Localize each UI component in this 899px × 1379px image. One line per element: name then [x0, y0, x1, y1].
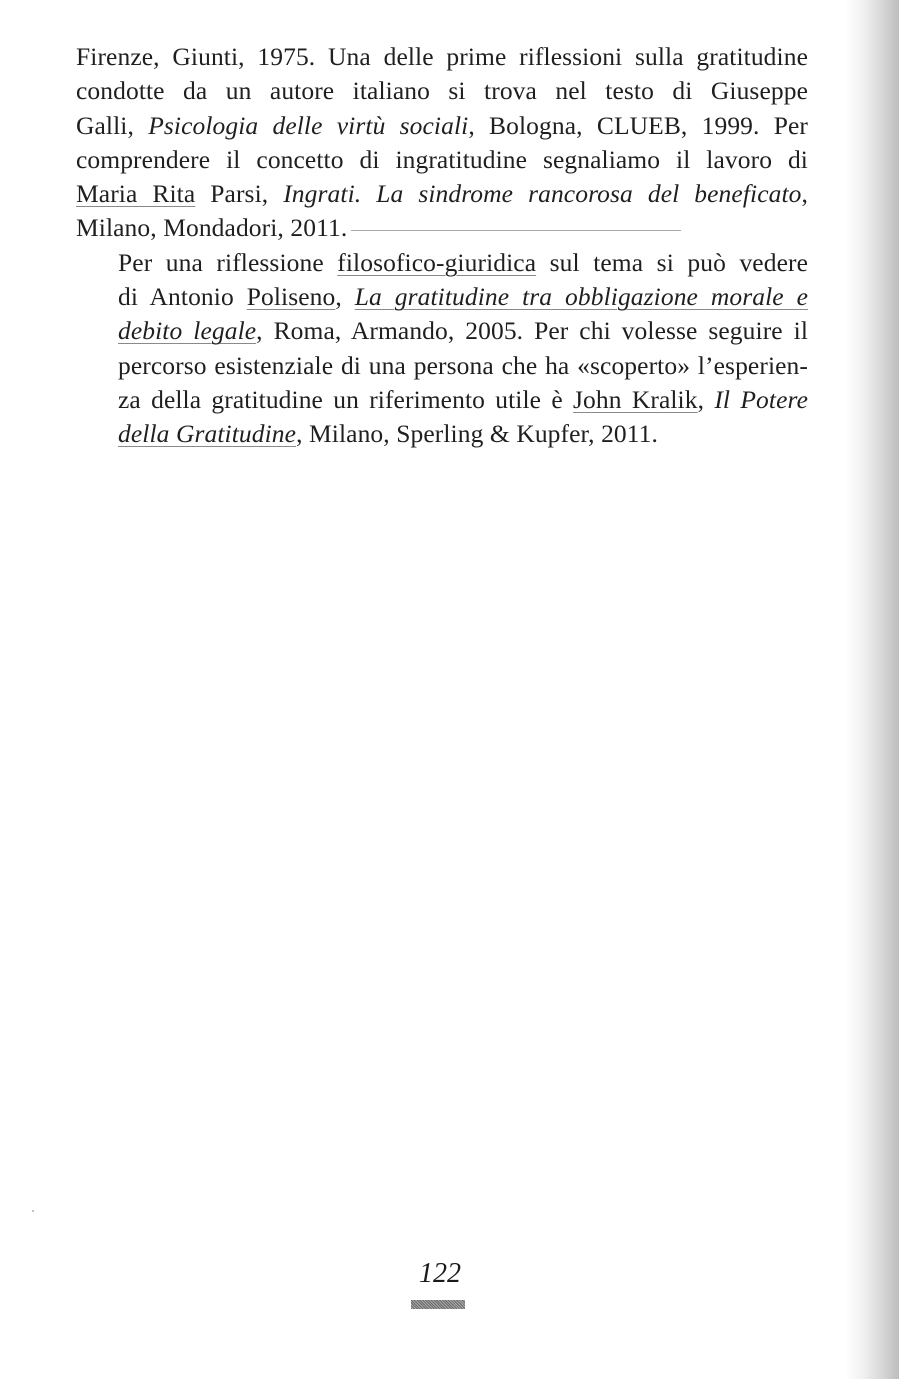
text-segment: za della gratitudine un riferimento utile è	[118, 384, 574, 414]
text-line	[76, 211, 808, 245]
author-name-kralik: John Kralik	[573, 384, 698, 414]
text-line: percorso esistenziale di una persona che ha «scoperto» l’esperien-	[118, 350, 808, 380]
text-line: Firenze, Giunti, 1975. Una delle prime riflessioni sulla gratitudine	[76, 42, 808, 71]
text-segment: ,	[801, 179, 808, 209]
text-line	[76, 177, 808, 211]
text-segment: Milano, Mondadori, 2011.	[76, 213, 348, 243]
author-name-maria-rita: Maria Rita	[76, 179, 196, 209]
book-title-galli: Psicologia delle virtù sociali	[148, 110, 469, 140]
text-segment: , Milano, Sperling & Kupfer, 2011.	[296, 419, 658, 449]
text-segment: , Bologna, CLUEB, 1999. Per	[468, 110, 809, 140]
text-segment: di Antonio	[118, 282, 247, 312]
margin-speck	[32, 1210, 34, 1212]
author-name-poliseno: Poliseno	[246, 282, 336, 312]
text-segment: ,	[697, 384, 715, 414]
text-line	[76, 314, 808, 348]
page-number: 122	[419, 1258, 461, 1289]
text-segment: Galli,	[76, 110, 149, 140]
text-segment: ,	[335, 282, 355, 312]
book-title-poliseno: La gratitudine tra obbligazione morale e	[354, 282, 809, 312]
underlined-phrase: filosofico-giuridica	[337, 247, 537, 277]
text-line	[76, 109, 808, 143]
book-title-ingrati: Ingrati. La sindrome rancorosa del beneficato	[283, 179, 802, 209]
page-number-rule	[411, 1300, 465, 1309]
text-segment: sul tema si può vedere	[536, 247, 808, 277]
text-line	[76, 280, 808, 314]
text-segment: Per una riflessione	[118, 247, 338, 277]
paragraph-bibliography-1	[76, 40, 808, 246]
text-segment: , Roma, Armando, 2005. Per chi volesse seguire il	[256, 316, 809, 346]
text-line	[76, 246, 808, 280]
book-title-kralik: Il Potere	[714, 384, 808, 414]
text-line	[76, 417, 808, 451]
text-line: comprendere il concetto di ingratitudine segnaliamo il lavoro di	[76, 144, 808, 174]
paragraph-bibliography-2	[76, 246, 808, 452]
body-text	[76, 40, 808, 452]
text-line: condotte da un autore italiano si trova nel testo di Giuseppe	[76, 76, 808, 106]
text-segment: Parsi,	[195, 179, 284, 209]
book-title-kralik-cont: della Gratitudine	[118, 419, 297, 449]
book-title-poliseno-cont: debito legale	[118, 316, 257, 346]
pencil-mark	[351, 230, 681, 231]
text-line	[76, 383, 808, 417]
